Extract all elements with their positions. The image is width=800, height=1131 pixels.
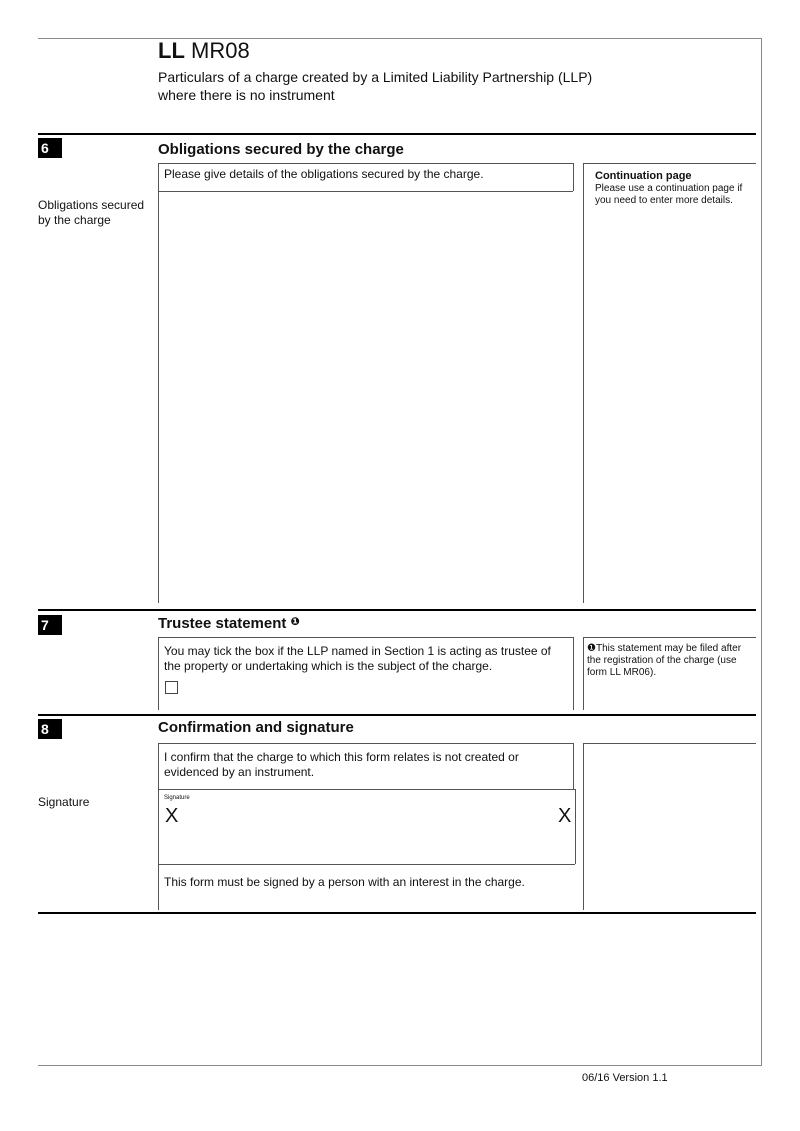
section7-title bbox=[158, 615, 300, 632]
bottom-border bbox=[38, 1065, 762, 1066]
section6-rule bbox=[38, 133, 756, 135]
section7-left-border bbox=[158, 637, 159, 710]
section7-note-top bbox=[583, 637, 756, 638]
continuation-note-title: Continuation page bbox=[595, 170, 692, 182]
section7-number: 7 bbox=[38, 615, 62, 635]
section8-side-border bbox=[583, 743, 584, 910]
section7-rule bbox=[38, 609, 756, 611]
signature-label: Signature bbox=[38, 795, 90, 809]
trustee-note-text: This statement may be filed after the registration of the charge (use form LL MR06). bbox=[587, 643, 742, 678]
section6-note-border bbox=[583, 163, 584, 603]
section8-confirm-right bbox=[573, 743, 574, 789]
form-code bbox=[158, 38, 250, 64]
continuation-note bbox=[595, 169, 755, 207]
signature-start-mark: X bbox=[165, 805, 179, 827]
section6-instruction: Please give details of the obligations secured by the charge. bbox=[164, 167, 484, 181]
section8-left-border bbox=[158, 743, 159, 910]
section6-number: 6 bbox=[38, 138, 62, 158]
trustee-note-marker: ❶ bbox=[587, 643, 596, 654]
form-title bbox=[158, 68, 618, 104]
form-version: 06/16 Version 1.1 bbox=[582, 1072, 668, 1084]
section8-title: Confirmation and signature bbox=[158, 719, 354, 736]
confirmation-statement: I confirm that the charge to which this form relates is not created or evidenced by an instrument. bbox=[164, 750, 519, 779]
section8-side-top bbox=[583, 743, 756, 744]
section8-top-line bbox=[158, 743, 573, 744]
section6-left-border bbox=[158, 163, 159, 603]
form-title-line2: where there is no instrument bbox=[158, 87, 335, 103]
signature-caption: Signature bbox=[164, 795, 190, 801]
signature-box-right bbox=[575, 789, 576, 864]
section8-number: 8 bbox=[38, 719, 62, 739]
section6-top-line bbox=[158, 163, 573, 164]
obligations-label: Obligations secured by the charge bbox=[38, 198, 145, 227]
section7-title-marker: ❶ bbox=[290, 616, 300, 628]
continuation-note-text: Please use a continuation page if you need to enter more details. bbox=[595, 183, 743, 206]
trustee-checkbox[interactable] bbox=[165, 681, 178, 694]
form-title-line1: Particulars of a charge created by a Limited Liability Partnership (LLP) bbox=[158, 69, 593, 85]
top-border bbox=[38, 38, 762, 39]
signer-note: This form must be signed by a person with an interest in the charge. bbox=[164, 875, 525, 889]
section6-instr-right bbox=[573, 163, 574, 191]
section8-bottom-rule bbox=[38, 912, 756, 914]
signature-end-mark: X bbox=[558, 805, 572, 827]
form-code-prefix: LL bbox=[158, 38, 185, 63]
section8-rule bbox=[38, 714, 756, 716]
obligations-field[interactable] bbox=[160, 193, 580, 601]
section6-note-top bbox=[583, 163, 756, 164]
section7-note-border bbox=[583, 637, 584, 710]
section6-title: Obligations secured by the charge bbox=[158, 141, 404, 158]
signature-field[interactable] bbox=[160, 791, 574, 863]
signature-box-bottom bbox=[158, 864, 575, 865]
signature-box-top bbox=[158, 789, 575, 790]
section6-field-top bbox=[158, 191, 573, 192]
right-border bbox=[761, 38, 762, 1066]
section7-title-text: Trustee statement bbox=[158, 615, 287, 632]
section7-instruction: You may tick the box if the LLP named in Section 1 is acting as trustee of the property or undertaking which is the subject of the charge. bbox=[164, 644, 551, 673]
trustee-note bbox=[587, 643, 753, 679]
section7-right-line bbox=[573, 637, 574, 710]
section7-top-line bbox=[158, 637, 573, 638]
form-code-number: MR08 bbox=[184, 38, 250, 63]
